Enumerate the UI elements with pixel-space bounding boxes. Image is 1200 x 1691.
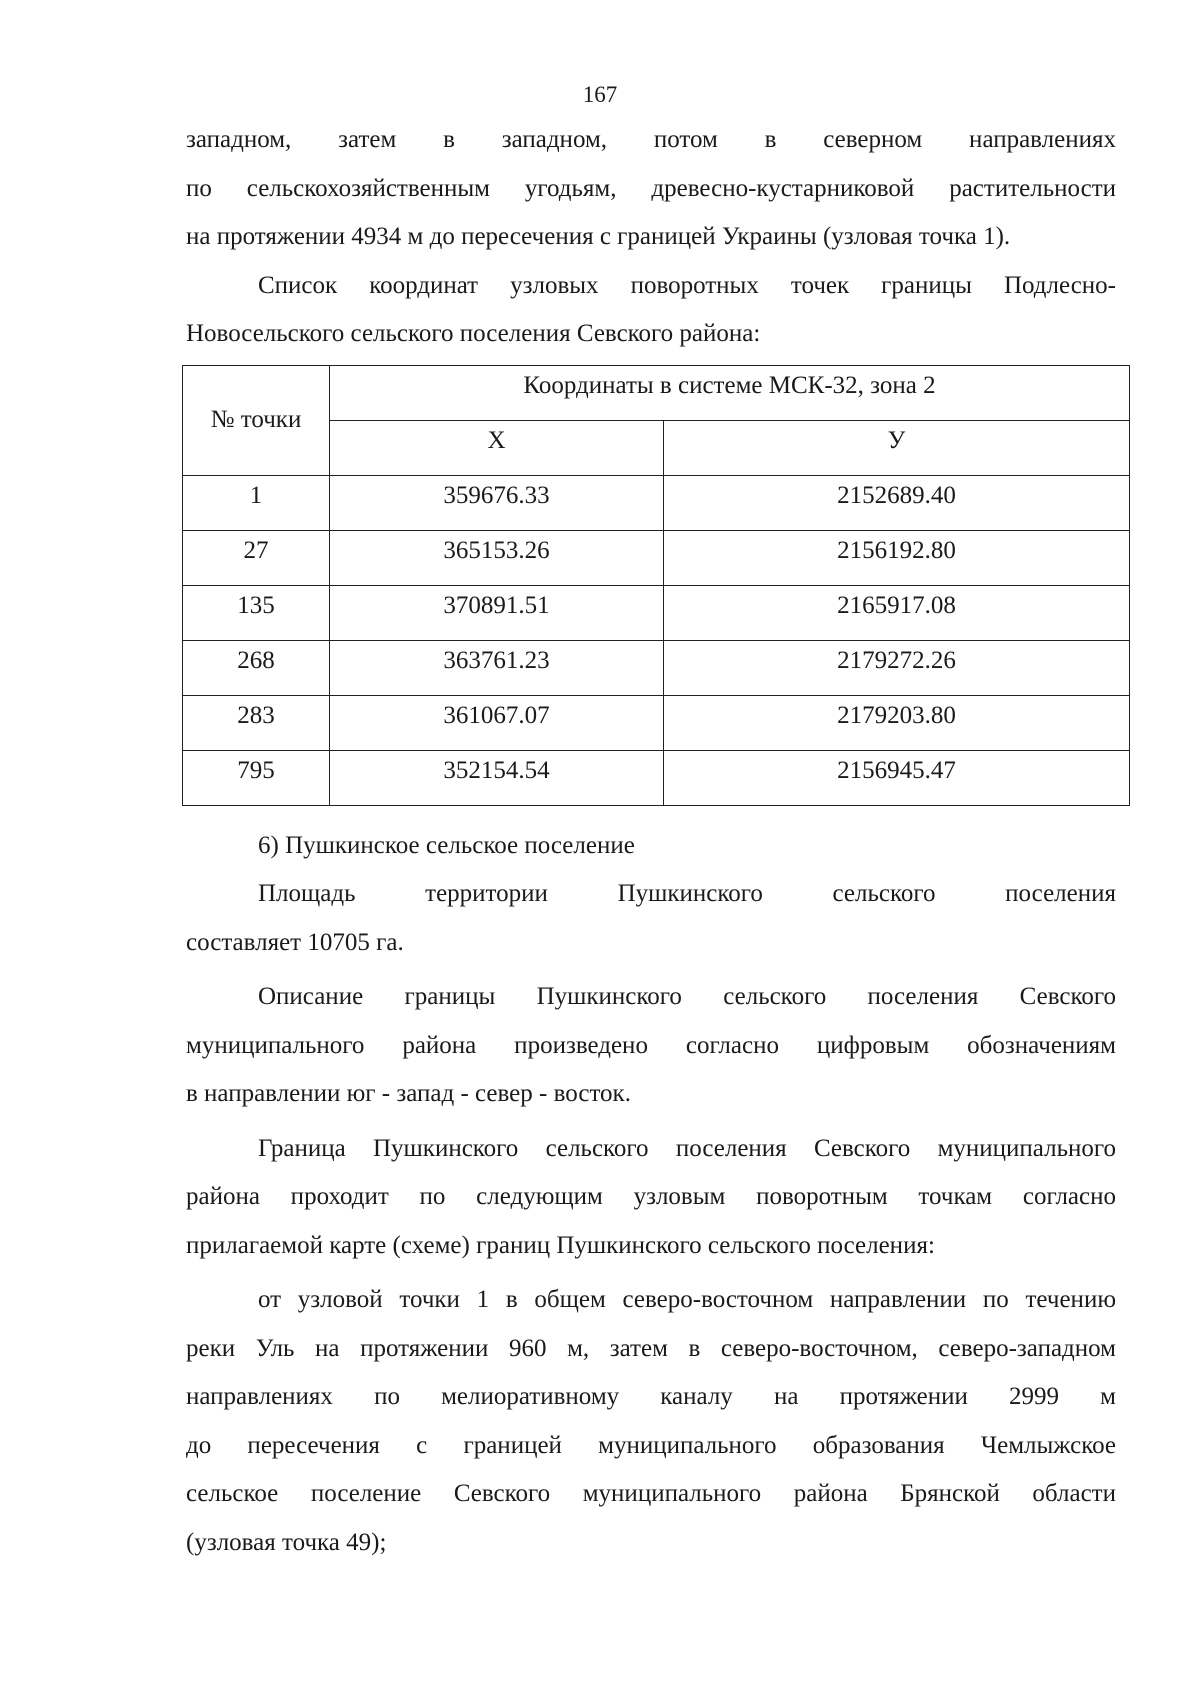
text-line: реки Уль на протяжении 960 м, затем в северо-восточном, северо-западном <box>186 1334 1116 1362</box>
text-line: Новосельского сельского поселения Севского района: <box>186 320 761 347</box>
description-paragraph <box>186 973 1116 1119</box>
cell-y: 2156945.47 <box>664 750 1130 805</box>
text-line: Список координат узловых поворотных точек границы Подлесно- <box>258 271 1116 299</box>
cell-point: 268 <box>183 640 330 695</box>
text-line: от узловой точки 1 в общем северо-восточном направлении по течению <box>258 1286 1116 1313</box>
table-row <box>183 640 1130 695</box>
text-line: сельское поселение Севского муниципального района Брянской области <box>186 1480 1116 1507</box>
continuation-paragraph <box>186 116 1116 262</box>
table-row <box>183 475 1130 530</box>
text-line: до пересечения с границей муниципального образования Чемлыжское <box>186 1431 1116 1459</box>
text-line: Площадь территории Пушкинского сельского поселения <box>258 880 1116 907</box>
cell-x: 352154.54 <box>330 750 664 805</box>
list-intro-paragraph <box>186 262 1116 359</box>
cell-point: 1 <box>183 475 330 530</box>
text-line: муниципального района произведено согласно цифровым обозначениям <box>186 1031 1116 1059</box>
cell-y: 2152689.40 <box>664 475 1130 530</box>
text-line: прилагаемой карте (схеме) границ Пушкинского сельского поселения: <box>186 1231 935 1259</box>
text-line: района проходит по следующим узловым поворотным точкам согласно <box>186 1183 1116 1210</box>
cell-y: 2156192.80 <box>664 530 1130 585</box>
table-header-row <box>183 365 1130 420</box>
text-line: направлениях по мелиоративному каналу на протяжении 2999 м <box>186 1383 1116 1410</box>
cell-point: 27 <box>183 530 330 585</box>
text-line: на протяжении 4934 м до пересечения с границей Украины (узловая точка 1). <box>186 223 1011 250</box>
header-point-number: № точки <box>183 365 330 475</box>
cell-y: 2179272.26 <box>664 640 1130 695</box>
cell-point: 283 <box>183 695 330 750</box>
text-line: западном, затем в западном, потом в северном направлениях <box>186 126 1116 153</box>
cell-x: 361067.07 <box>330 695 664 750</box>
header-x: X <box>330 420 664 475</box>
text-line: Граница Пушкинского сельского поселения Севского муниципального <box>258 1134 1116 1162</box>
text-line: по сельскохозяйственным угодьям, древесно-кустарниковой растительности <box>186 174 1116 202</box>
table-row <box>183 750 1130 805</box>
cell-x: 365153.26 <box>330 530 664 585</box>
header-coordinates: Координаты в системе МСК-32, зона 2 <box>330 365 1130 420</box>
cell-y: 2179203.80 <box>664 695 1130 750</box>
cell-x: 370891.51 <box>330 585 664 640</box>
cell-point: 135 <box>183 585 330 640</box>
text-line: составляет 10705 га. <box>186 928 404 956</box>
table-row <box>183 530 1130 585</box>
coordinates-table <box>182 365 1130 806</box>
document-body <box>186 116 1116 1567</box>
area-paragraph <box>186 870 1116 967</box>
text-line: Описание границы Пушкинского сельского поселения Севского <box>258 983 1116 1010</box>
text-line: в направлении юг - запад - север - восток. <box>186 1080 631 1107</box>
page-number: 167 <box>582 82 618 107</box>
cell-y: 2165917.08 <box>664 585 1130 640</box>
header-y: У <box>664 420 1130 475</box>
cell-point: 795 <box>183 750 330 805</box>
section-heading: 6) Пушкинское сельское поселение <box>258 831 635 859</box>
table-row <box>183 585 1130 640</box>
boundary-paragraph <box>186 1125 1116 1271</box>
route-paragraph <box>186 1276 1116 1567</box>
cell-x: 363761.23 <box>330 640 664 695</box>
table-row <box>183 695 1130 750</box>
cell-x: 359676.33 <box>330 475 664 530</box>
text-line: (узловая точка 49); <box>186 1528 387 1556</box>
